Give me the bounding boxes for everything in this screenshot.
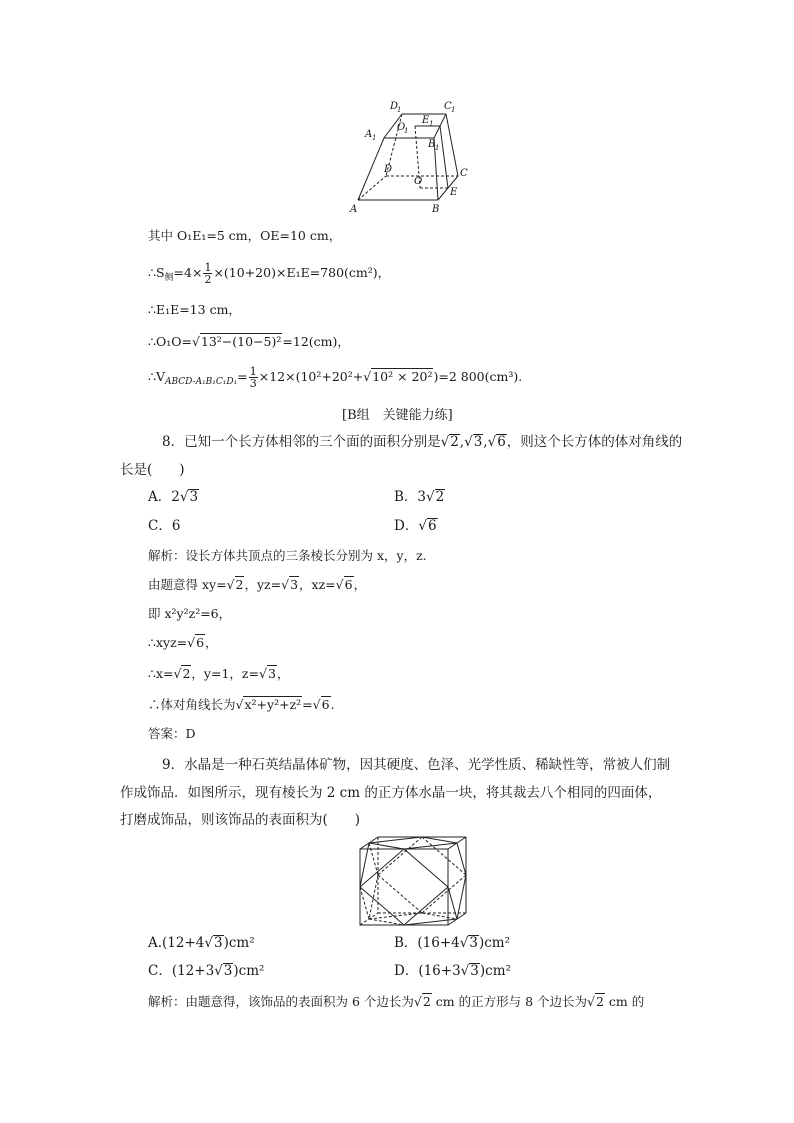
sub-1: 1 bbox=[451, 106, 456, 114]
text: B．(16+4 bbox=[394, 935, 460, 951]
text: ， bbox=[205, 635, 218, 650]
text: ×(10+20)×E₁E=780(cm²)， bbox=[213, 265, 391, 280]
crystal-cube-figure bbox=[358, 835, 468, 927]
text: )cm² bbox=[233, 963, 265, 979]
text: = bbox=[302, 697, 313, 712]
text: A．2 bbox=[148, 489, 180, 505]
q8-stem-line-2: 长是( ) bbox=[120, 462, 185, 478]
text: ∴S bbox=[148, 265, 165, 280]
text: = bbox=[237, 369, 248, 384]
radicand: 2 bbox=[435, 489, 445, 505]
radicand: 6 bbox=[196, 635, 205, 650]
q9-stem-line-1: 9．水晶是一种石英结晶体矿物，因其硬度、色泽、光学性质、稀缺性等，常被人们制 bbox=[162, 757, 671, 773]
q9-option-a: A.(12+4√3)cm² bbox=[148, 935, 255, 951]
text: )=2 800(cm³). bbox=[433, 369, 523, 384]
text: A.(12+4 bbox=[148, 935, 205, 951]
label-a1: A bbox=[365, 129, 373, 140]
calc-line-4: ∴O₁O=√13²−(10−5)²=12(cm)， bbox=[148, 334, 350, 349]
label-b1: B bbox=[428, 139, 436, 150]
text: C．(12+3 bbox=[148, 963, 215, 979]
sol8-line-2: 由题意得 xy=√2，yz=√3，xz=√6， bbox=[148, 577, 367, 592]
denominator: 3 bbox=[249, 377, 257, 390]
radicand: 6 bbox=[427, 518, 437, 534]
text: ，则这个长方体的体对角线的 bbox=[506, 434, 683, 450]
text: D． bbox=[394, 518, 419, 534]
text: 由题意得 xy= bbox=[148, 577, 227, 592]
q8-option-d: D．√6 bbox=[394, 518, 437, 534]
denominator: 2 bbox=[204, 273, 212, 286]
radicand: 3 bbox=[189, 489, 199, 505]
label-e1: E bbox=[422, 115, 430, 126]
label-b: B bbox=[432, 204, 440, 215]
radicand: 6 bbox=[321, 697, 330, 712]
sub-1: 1 bbox=[372, 134, 377, 142]
q9-option-d: D．(16+3√3)cm² bbox=[394, 963, 511, 979]
text: cm 的正方形与 8 个边长为 bbox=[431, 994, 588, 1009]
text: ， bbox=[276, 666, 290, 681]
numerator: 1 bbox=[204, 261, 212, 274]
radicand: 2 bbox=[422, 994, 431, 1009]
text: ∴V bbox=[148, 369, 165, 384]
text: ，y=1，z= bbox=[191, 666, 259, 681]
sol8-line-6: ∴体对角线长为√x²+y²+z²=√6. bbox=[148, 697, 335, 712]
text: D．(16+3 bbox=[394, 963, 461, 979]
text: =4× bbox=[173, 265, 203, 280]
calc-line-2 bbox=[148, 262, 390, 288]
radicand: 2 bbox=[235, 577, 244, 592]
radicand: 3 bbox=[214, 935, 223, 951]
label-e: E bbox=[450, 187, 458, 198]
text: B．3 bbox=[394, 489, 427, 505]
q9-stem-line-3: 打磨成饰品，则该饰品的表面积为( ) bbox=[120, 812, 361, 828]
frustum-figure bbox=[340, 98, 480, 218]
sub-1: 1 bbox=[435, 144, 440, 152]
text: )cm² bbox=[479, 963, 511, 979]
sol8-line-3: 即 x²y²z²=6， bbox=[148, 606, 232, 621]
radicand: 2 bbox=[596, 994, 604, 1009]
text: 解析：由题意得，该饰品的表面积为 6 个边长为 bbox=[148, 994, 414, 1009]
label-o: O bbox=[414, 176, 423, 187]
radicand: 13²−(10−5)² bbox=[200, 334, 282, 349]
label-c1: C bbox=[444, 101, 452, 112]
radicand: 3 bbox=[290, 577, 299, 592]
label-o1: O bbox=[397, 122, 406, 133]
text: )cm² bbox=[223, 935, 255, 951]
sub-1: 1 bbox=[404, 127, 409, 135]
calc-line-1: 其中 O₁E₁=5 cm，OE=10 cm， bbox=[148, 228, 342, 243]
text: 侧 bbox=[164, 273, 174, 283]
text: . bbox=[330, 697, 335, 712]
radicand: 3 bbox=[473, 434, 483, 450]
radicand: 6 bbox=[497, 434, 506, 450]
radicand: 3 bbox=[470, 963, 479, 979]
q8-stem-line-1: 8．已知一个长方体相邻的三个面的面积分别是√2,√3,√6，则这个长方体的体对角线的 bbox=[162, 434, 683, 450]
text: 8．已知一个长方体相邻的三个面的面积分别是 bbox=[162, 434, 441, 450]
fraction bbox=[249, 366, 258, 389]
text: ∴xyz= bbox=[148, 635, 188, 650]
sol8-line-1: 解析：设长方体共顶点的三条棱长分别为 x，y，z. bbox=[148, 548, 427, 563]
text: ， bbox=[353, 577, 367, 592]
text: ∴体对角线长为 bbox=[148, 697, 236, 712]
radicand: 6 bbox=[344, 577, 353, 592]
sol8-answer: 答案：D bbox=[148, 726, 196, 741]
radicand: 2 bbox=[182, 666, 191, 681]
radicand: 3 bbox=[223, 963, 233, 979]
q9-option-b: B．(16+4√3)cm² bbox=[394, 935, 511, 951]
text: ，yz= bbox=[244, 577, 282, 592]
sol9-line-1: 解析：由题意得，该饰品的表面积为 6 个边长为√2 cm 的正方形与 8 个边长为√2 cm 的 bbox=[148, 994, 645, 1009]
sol8-line-5: ∴x=√2，y=1，z=√3， bbox=[148, 666, 290, 681]
q8-option-c: C．6 bbox=[148, 518, 181, 534]
radicand: x²+y²+z² bbox=[244, 697, 302, 712]
q8-option-b: B．3√2 bbox=[394, 489, 445, 505]
radicand: 10² × 20² bbox=[372, 369, 433, 384]
fraction bbox=[203, 262, 212, 285]
calc-line-5: $\therefore V_{ABCD-A_1B_1C_1D_1}=$ $\frac{1}{3}$ ×12×(10²+20²+√10² × 20²)=2 800(cm³). bbox=[148, 365, 523, 390]
text: ABCD-A₁B₁C₁D₁ bbox=[164, 377, 238, 387]
label-d1: D bbox=[390, 101, 399, 112]
q9-stem-line-2: 作成饰品．如图所示，现有棱长为 2 cm 的正方体水晶一块，将其裁去八个相同的四面体， bbox=[120, 785, 662, 801]
label-a: A bbox=[350, 204, 358, 215]
radicand: 3 bbox=[469, 935, 478, 951]
calc-line-3: ∴E₁E=13 cm， bbox=[148, 302, 241, 317]
text: )cm² bbox=[478, 935, 511, 951]
text: =12(cm)， bbox=[282, 334, 350, 349]
label-c: C bbox=[460, 168, 468, 179]
sol8-line-4: ∴xyz=√6， bbox=[148, 635, 218, 650]
text: ×12×(10²+20²+ bbox=[258, 369, 364, 384]
sub-1: 1 bbox=[397, 106, 402, 114]
numerator: 1 bbox=[249, 365, 257, 378]
radicand: 2 bbox=[450, 434, 459, 450]
sub-1: 1 bbox=[429, 120, 434, 128]
radicand: 3 bbox=[267, 666, 276, 681]
label-d: D bbox=[384, 164, 393, 175]
text: cm 的 bbox=[604, 994, 645, 1009]
text: ∴x= bbox=[148, 666, 174, 681]
q8-option-a: A．2√3 bbox=[148, 489, 199, 505]
text: ，xz= bbox=[299, 577, 336, 592]
text: ∴O₁O= bbox=[148, 334, 192, 349]
q9-option-c: C．(12+3√3)cm² bbox=[148, 963, 265, 979]
section-title: [B组 关键能力练] bbox=[342, 408, 453, 423]
